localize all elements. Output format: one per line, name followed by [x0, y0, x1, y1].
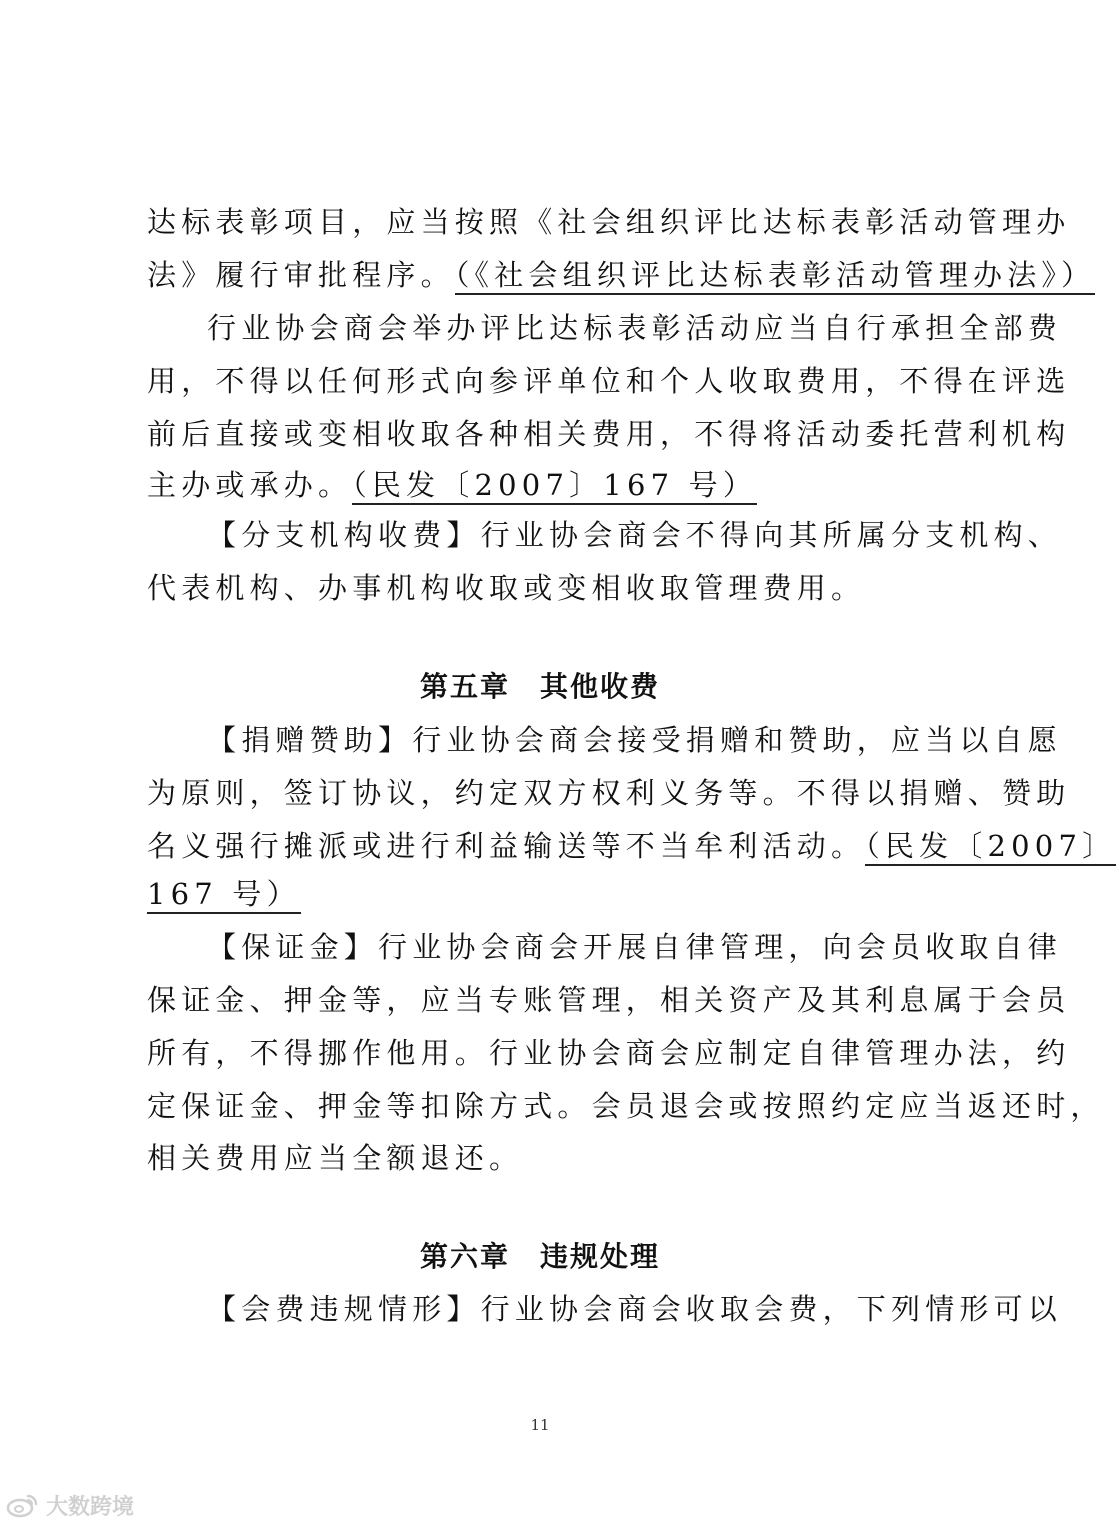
chapter-title: 其他收费	[540, 670, 661, 703]
body-line: 行业协会商会举办评比达标表彰活动应当自行承担全部费	[207, 311, 1063, 345]
body-line: 法》履行审批程序。（《社会组织评比达标表彰活动管理办法》）	[147, 255, 947, 295]
body-line: 代表机构、办事机构收取或变相收取管理费用。	[147, 571, 866, 605]
body-line: 用，不得以任何形式向参评单位和个人收取费用，不得在评选	[147, 364, 1071, 398]
weibo-logo-icon	[6, 1492, 40, 1518]
chapter-number: 第五章	[419, 670, 510, 703]
body-line: 【分支机构收费】行业协会商会不得向其所属分支机构、	[207, 518, 1063, 552]
chapter-title: 违规处理	[540, 1240, 661, 1273]
citation: （《社会组织评比达标表彰活动管理办法》）	[455, 258, 1096, 295]
citation: （民发〔2007〕167 号）	[352, 468, 757, 505]
body-line: 保证金、押金等，应当专账管理，相关资产及其利息属于会员	[147, 983, 1071, 1017]
body-line: 相关费用应当全额退还。	[147, 1141, 524, 1175]
body-line: 达标表彰项目，应当按照《社会组织评比达标表彰活动管理办	[147, 205, 1071, 239]
citation: 167 号）	[147, 877, 301, 914]
watermark	[6, 1490, 134, 1520]
chapter-heading	[0, 1237, 1080, 1277]
watermark-text: 大数跨境	[46, 1494, 135, 1520]
body-line: 主办或承办。（民发〔2007〕167 号）	[147, 465, 947, 505]
page-number: 11	[530, 1416, 550, 1434]
body-line: 所有，不得挪作他用。行业协会商会应制定自律管理办法，约	[147, 1036, 1071, 1070]
body-line	[147, 874, 947, 914]
body-line: 【捐赠赞助】行业协会商会接受捐赠和赞助，应当以自愿	[207, 723, 1063, 757]
citation: （民发〔2007〕	[865, 829, 1116, 866]
chapter-heading	[0, 667, 1080, 707]
body-line: 为原则，签订协议，约定双方权利义务等。不得以捐赠、赞助	[147, 776, 1071, 810]
body-line: 【保证金】行业协会商会开展自律管理，向会员收取自律	[207, 930, 1063, 964]
body-line: 前后直接或变相收取各种相关费用，不得将活动委托营利机构	[147, 417, 1071, 451]
body-line: 【会费违规情形】行业协会商会收取会费，下列情形可以	[207, 1292, 1063, 1326]
body-line: 定保证金、押金等扣除方式。会员退会或按照约定应当返还时，	[147, 1089, 1105, 1123]
chapter-number: 第六章	[419, 1240, 510, 1273]
body-line: 名义强行摊派或进行利益输送等不当牟利活动。（民发〔2007〕	[147, 826, 947, 866]
